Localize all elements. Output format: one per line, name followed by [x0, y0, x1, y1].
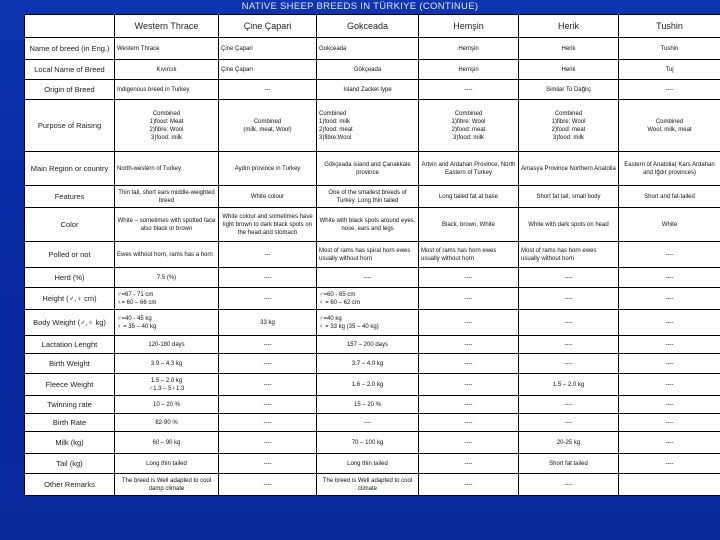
table-cell: White with dark spots on head: [519, 208, 619, 242]
table-cell: 1.5 – 2.0 kg: [519, 374, 619, 396]
table-cell: ----: [419, 336, 519, 354]
table-cell: 120-180 days: [115, 336, 219, 354]
row-label: Local Name of Breed: [25, 60, 115, 80]
row-label: Other Remarks: [25, 474, 115, 496]
table-cell: Long thin tailed: [115, 454, 219, 474]
table-row: [25, 100, 720, 152]
table-cell: Short and fat-tailed: [619, 186, 720, 208]
table-cell: White with black spots around eyes, nose, ears and legs: [317, 208, 419, 242]
table-cell: ----: [419, 432, 519, 454]
table-cell: 7.5 (%): [115, 268, 219, 288]
column-header: Gokceada: [317, 15, 419, 38]
table-cell: Hemşin: [419, 60, 519, 80]
row-label: Height (♂,♀ cm): [25, 288, 115, 310]
column-header: Hemşin: [419, 15, 519, 38]
row-label: Birth Rate: [25, 414, 115, 432]
table-cell: Long thin tailed: [317, 454, 419, 474]
table-cell: ----: [619, 396, 720, 414]
table-cell: ----: [219, 336, 317, 354]
table-cell: White colour and sometimes have light brown to dark black spots on the head and stomach: [219, 208, 317, 242]
table-cell: Hemşin: [419, 38, 519, 60]
table-cell: ----: [219, 374, 317, 396]
table-cell: White colour: [219, 186, 317, 208]
table-cell: ----: [519, 288, 619, 310]
table-cell: Combined 1)food: milk 2)food: meat 3)fibre:Wool: [317, 100, 419, 152]
table-cell: ----: [419, 310, 519, 336]
row-label: Name of breed (in Eng.): [25, 38, 115, 60]
table-body: [25, 38, 720, 496]
header-corner: [25, 15, 115, 38]
table-cell: Combined Wool, milk, meat: [619, 100, 720, 152]
table-cell: ----: [519, 354, 619, 374]
table-cell: Black, brown, White: [419, 208, 519, 242]
table-cell: 3.7 – 4.0 kg: [317, 354, 419, 374]
row-label: Origin of Breed: [25, 80, 115, 100]
table-cell: Amasya Province Northern Anatolia: [519, 152, 619, 186]
table-cell: Combined 1)fibre: Wool 2)food: meat 3)food: milk: [519, 100, 619, 152]
table-cell: ----: [419, 354, 519, 374]
column-header: Çine Çapari: [219, 15, 317, 38]
column-header: Western Thrace: [115, 15, 219, 38]
table-cell: The breed is Well adapted to cool climate: [317, 474, 419, 496]
table-cell: Gökçeada island and Çanakkale province: [317, 152, 419, 186]
table-cell: White – sometimes with spotted face also black or brown: [115, 208, 219, 242]
table-cell: Kıvırcık: [115, 60, 219, 80]
table-cell: ----: [519, 268, 619, 288]
table-cell: 60 – 90 kg: [115, 432, 219, 454]
table-row: [25, 208, 720, 242]
table-cell: Western Thrace: [115, 38, 219, 60]
table-row: [25, 432, 720, 454]
table-cell: ----: [619, 310, 720, 336]
table-cell: 33 kg: [219, 310, 317, 336]
table-cell: North-western of Turkey: [115, 152, 219, 186]
row-label: Purpose of Raising: [25, 100, 115, 152]
table-cell: White: [619, 208, 720, 242]
table-cell: Herik: [519, 38, 619, 60]
column-header: Herik: [519, 15, 619, 38]
table-cell: ----: [219, 414, 317, 432]
table-row: [25, 152, 720, 186]
table-cell: Short fat tail, small body: [519, 186, 619, 208]
table-cell: ----: [519, 474, 619, 496]
table-cell: ----: [419, 288, 519, 310]
table-cell: ----: [619, 414, 720, 432]
table-cell: Similar To Dağlıç: [519, 80, 619, 100]
table-cell: Herik: [519, 60, 619, 80]
table-cell: ----: [619, 80, 720, 100]
table-cell: ----: [619, 242, 720, 268]
row-label: Main Region or country: [25, 152, 115, 186]
table-row: [25, 454, 720, 474]
table-cell: ----: [317, 414, 419, 432]
table-cell: ----: [419, 454, 519, 474]
table-cell: 3.9 – 4.3 kg: [115, 354, 219, 374]
row-label: Polled or not: [25, 242, 115, 268]
table-cell: Çine Çaparı: [219, 60, 317, 80]
page-title: NATIVE SHEEP BREEDS IN TÜRKIYE (CONTINUE): [241, 1, 479, 12]
table-cell: 1.6 – 2.0 kg: [317, 374, 419, 396]
table-row: [25, 60, 720, 80]
table-cell: ----: [619, 354, 720, 374]
row-label: Birth Weight: [25, 354, 115, 374]
table-row: [25, 374, 720, 396]
table-cell: ♂=60 - 65 cm ♀ = 60 – 62 cm: [317, 288, 419, 310]
column-header: Tushin: [619, 15, 720, 38]
table-cell: 70 – 100 kg: [317, 432, 419, 454]
table-row: [25, 336, 720, 354]
table-cell: Tushin: [619, 38, 720, 60]
table-cell: Gökçeada: [317, 60, 419, 80]
table-cell: Çine Çapari: [219, 38, 317, 60]
table-cell: ----: [419, 396, 519, 414]
table-cell: ----: [519, 310, 619, 336]
table-cell: ----: [317, 268, 419, 288]
table-cell: Most of rams has spiral horn ewes usually without horn: [317, 242, 419, 268]
table-cell: Combined 1)fibre: Wool 2)food: meat 3)food: milk: [419, 100, 519, 152]
table-row: [25, 288, 720, 310]
table-cell: Island Zackel type: [317, 80, 419, 100]
table-cell: 1.5 – 2.0 kg ♂1.3 – 5♀1.3: [115, 374, 219, 396]
table-cell: Gokceada: [317, 38, 419, 60]
table-cell: Most of rams has horn ewes usually without horn: [419, 242, 519, 268]
table-cell: ----: [619, 374, 720, 396]
table-cell: ----: [219, 454, 317, 474]
table-cell: Combined 1)food: Meat 2)fibre: Wool 3)food: milk: [115, 100, 219, 152]
table-cell: ♂=40 - 45 kg ♀ = 35 – 40 kg: [115, 310, 219, 336]
table-cell: 10 – 20 %: [115, 396, 219, 414]
table-cell: [619, 474, 720, 496]
row-label: Body Weight (♂,♀ kg): [25, 310, 115, 336]
table-row: [25, 414, 720, 432]
table-cell: ---: [219, 80, 317, 100]
table-cell: Short fat tailed: [519, 454, 619, 474]
table-cell: ----: [619, 336, 720, 354]
table-cell: ----: [619, 432, 720, 454]
table-cell: ----: [219, 432, 317, 454]
row-label: Twinning rate: [25, 396, 115, 414]
row-label: Lactation Lenght: [25, 336, 115, 354]
breeds-table: [24, 14, 720, 496]
table-cell: ----: [219, 288, 317, 310]
row-label: Features: [25, 186, 115, 208]
table-row: [25, 396, 720, 414]
table-cell: ----: [419, 414, 519, 432]
table-cell: ----: [519, 396, 619, 414]
table-row: [25, 242, 720, 268]
table-cell: Artvin and Ardahan Province, North Eastern of Turkey: [419, 152, 519, 186]
row-label: Tail (kg): [25, 454, 115, 474]
row-label: Color: [25, 208, 115, 242]
table-cell: Aydın province in Turkey: [219, 152, 317, 186]
table-row: [25, 186, 720, 208]
table-cell: The breed is Well adapted to cool damp climate: [115, 474, 219, 496]
table-cell: 20-25 kg: [519, 432, 619, 454]
table-cell: ----: [419, 374, 519, 396]
table-cell: ----: [619, 268, 720, 288]
table-cell: ----: [219, 396, 317, 414]
table-cell: Most of rams has horn ewes usually without horn: [519, 242, 619, 268]
table-cell: ----: [419, 80, 519, 100]
table-cell: ----: [219, 268, 317, 288]
header-row: [25, 15, 720, 38]
table-cell: 157 – 200 days: [317, 336, 419, 354]
table-cell: Ewes without horn, rams has a horn: [115, 242, 219, 268]
table-row: [25, 80, 720, 100]
table-cell: 82-90 %: [115, 414, 219, 432]
table-cell: ----: [219, 354, 317, 374]
table-cell: ♂=67 - 71 cm ♀= 60 – 66 cm: [115, 288, 219, 310]
table-cell: Eastern of Anatolia( Kars Ardahan and Iğdır provinces): [619, 152, 720, 186]
table-row: [25, 354, 720, 374]
table-cell: Indigenous breed in Turkey: [115, 80, 219, 100]
table-cell: ---: [219, 242, 317, 268]
table-row: [25, 268, 720, 288]
table-cell: ----: [619, 454, 720, 474]
table-cell: One of the smallest breeds of Turkey. Long thin tailed: [317, 186, 419, 208]
table-row: [25, 38, 720, 60]
table-cell: ----: [619, 288, 720, 310]
row-label: Fleece Weight: [25, 374, 115, 396]
table-row: [25, 474, 720, 496]
table-cell: Combined (milk, meat, Wool): [219, 100, 317, 152]
row-label: Herd (%): [25, 268, 115, 288]
table-cell: Tuj: [619, 60, 720, 80]
table-cell: 15 – 20 %: [317, 396, 419, 414]
table-cell: Long tailed fat at base: [419, 186, 519, 208]
row-label: Milk (kg): [25, 432, 115, 454]
table-cell: ----: [419, 474, 519, 496]
table-cell: ----: [519, 414, 619, 432]
table-cell: Thin tail, short ears middle-weighted breed: [115, 186, 219, 208]
table-cell: ----: [419, 268, 519, 288]
table-row: [25, 310, 720, 336]
table-cell: ----: [219, 474, 317, 496]
table-cell: ----: [519, 336, 619, 354]
table-cell: ♂=40 kg ♀ = 33 kg (35 – 40 kg): [317, 310, 419, 336]
